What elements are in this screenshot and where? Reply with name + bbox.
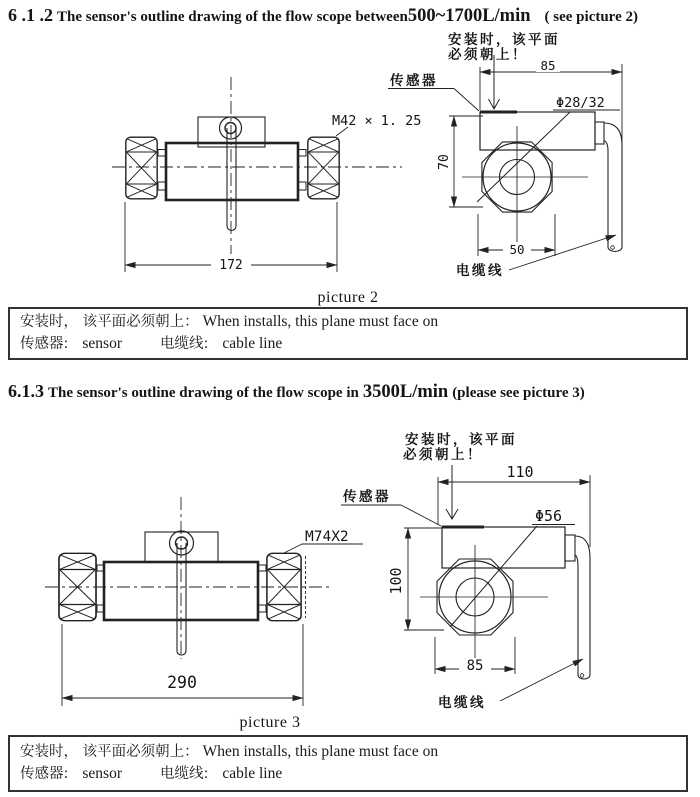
section-number: 6.1.3 — [8, 381, 44, 401]
sensor-leader — [401, 505, 441, 526]
picture3-legend — [8, 735, 688, 792]
sensor-head-body — [442, 527, 565, 568]
legend-sensor-zh: 传感器: — [20, 766, 69, 782]
bracket-boss — [220, 117, 242, 139]
p3-side-view — [45, 497, 363, 706]
picture3-caption: picture 3 — [239, 714, 301, 731]
cable-outer — [604, 123, 622, 247]
picture-reference: ( see picture 2) — [544, 9, 638, 25]
cable-gland — [565, 535, 575, 561]
bore-label: Φ56 — [535, 507, 563, 525]
sensor-head-body — [480, 112, 595, 150]
thread-leader — [284, 544, 302, 553]
dimension-width-110 — [438, 463, 590, 547]
dim-height-value: 70 — [437, 154, 452, 170]
dimension-across-50 — [478, 214, 555, 257]
cable-gland — [595, 122, 604, 144]
install-note-line2: 必须朝上！ — [403, 447, 483, 463]
dimension-length-172 — [125, 202, 337, 273]
sensor-label: 传感器 — [343, 489, 391, 505]
legend-sensor-zh: 传感器: — [20, 336, 69, 352]
section-title: The sensor's outline drawing of the flow scope between — [57, 9, 408, 25]
right-coupling-nut — [308, 137, 339, 199]
picture2-legend — [8, 307, 688, 360]
picture-reference: (please see picture 3) — [452, 385, 585, 401]
legend-install-zh: 安装时， 该平面必须朝上： — [20, 314, 199, 330]
legend-row-terms — [20, 333, 686, 355]
section-6-1-2-heading — [8, 5, 696, 27]
legend-cable-en: cable line — [222, 335, 283, 352]
probe-pin — [177, 543, 186, 655]
thread-label: M42 × 1. 25 — [332, 113, 422, 129]
cable-label: 电缆线 — [438, 695, 486, 711]
legend-cable-en: cable line — [222, 765, 283, 782]
legend-row-terms — [20, 763, 686, 785]
dim-across-value: 85 — [466, 658, 484, 674]
flow-range: 3500L/min — [362, 382, 449, 402]
sensor-leader — [454, 89, 479, 112]
cable-end-core — [611, 246, 615, 250]
bore-label: Φ28/32 — [556, 95, 605, 111]
dim-length-value: 172 — [219, 258, 243, 273]
dimension-height-70 — [437, 116, 483, 207]
bracket-boss — [170, 531, 194, 555]
dim-width-value: 110 — [506, 463, 534, 481]
install-note-line1: 安装时，该平面 — [405, 432, 517, 448]
install-note-line1: 安装时，该平面 — [448, 32, 560, 48]
cable-end-cap — [608, 247, 622, 252]
cable-leader — [500, 659, 583, 701]
thread-label: M74X2 — [305, 529, 349, 545]
dimension-height-100 — [387, 528, 444, 630]
legend-sensor-en: sensor — [82, 765, 122, 782]
left-coupling-nut — [126, 137, 157, 199]
section-number: 6 .1 .2 — [8, 5, 53, 25]
cable-inner — [604, 141, 608, 247]
p2-side-view — [112, 77, 421, 273]
p2-end-view — [388, 31, 622, 279]
cable-end-core — [580, 674, 584, 678]
dim-length-value: 290 — [167, 673, 197, 692]
cable-outer — [575, 536, 590, 675]
legend-sensor-en: sensor — [82, 335, 122, 352]
dimension-length-290 — [62, 624, 303, 706]
sensor-body — [166, 143, 298, 200]
cable-inner — [575, 555, 578, 675]
flow-range: 500~1700L/min — [407, 6, 531, 26]
cable-label: 电缆线 — [456, 263, 504, 279]
picture2-drawing — [0, 28, 700, 308]
dim-height-value: 100 — [387, 567, 405, 595]
legend-install-en: When installs, this plane must face on — [202, 743, 439, 760]
picture2-caption: picture 2 — [317, 289, 379, 306]
dim-width-value: 85 — [540, 58, 556, 73]
bore-leader-diagonal — [450, 526, 537, 627]
dim-across-value: 50 — [509, 242, 525, 257]
bore-leader-diagonal — [477, 112, 570, 202]
legend-cable-zh: 电缆线: — [160, 766, 209, 782]
legend-install-en: When installs, this plane must face on — [202, 313, 439, 330]
legend-install-zh: 安装时， 该平面必须朝上： — [20, 744, 199, 760]
section-6-1-3-heading — [8, 381, 696, 403]
section-title: The sensor's outline drawing of the flow scope in — [48, 385, 359, 401]
legend-row-install — [20, 741, 686, 763]
legend-cable-zh: 电缆线: — [160, 336, 209, 352]
install-note-line2: 必须朝上！ — [448, 47, 528, 63]
p3-end-view — [341, 431, 590, 711]
legend-row-install — [20, 311, 686, 333]
sensor-label: 传感器 — [390, 73, 438, 89]
picture3-drawing — [0, 425, 700, 735]
